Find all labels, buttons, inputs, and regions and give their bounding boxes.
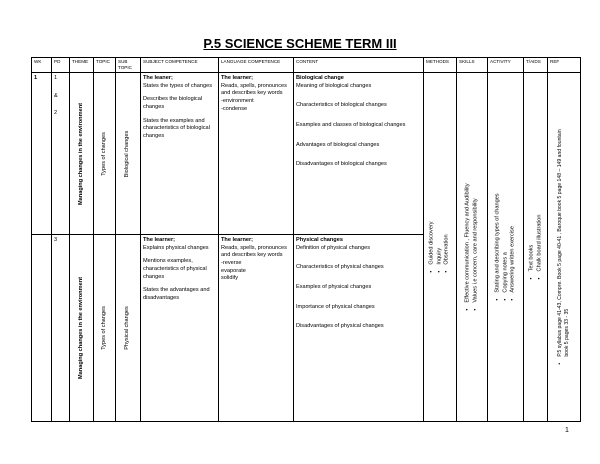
ref-item-continued bbox=[564, 130, 571, 365]
topic-cell bbox=[94, 73, 116, 235]
theme-text: Managing changes in the environment bbox=[77, 277, 84, 380]
methods-cell bbox=[424, 73, 457, 422]
ref-item: • P.5 syllabus page 41-43, Compre. Book 5 page 40-41 , Baroque book 5 page 148 – 149 and fountain bbox=[557, 130, 564, 365]
key-word: evaporate bbox=[221, 267, 246, 274]
content-heading: Physical changes bbox=[296, 237, 343, 244]
ref-cell bbox=[548, 73, 581, 422]
language-text: Reads, spells, pronounces and describes key words bbox=[221, 82, 287, 97]
header-topic: TOPIC bbox=[94, 58, 116, 73]
subject-heading: The leaner; bbox=[143, 75, 173, 82]
subject-heading: The learner; bbox=[143, 237, 176, 244]
header-subject-competence: SUBJECT COMPETENCE bbox=[141, 58, 219, 73]
header-content: CONTENT bbox=[294, 58, 424, 73]
content-line: Characteristics of physical changes bbox=[296, 264, 384, 271]
header-wk: WK bbox=[32, 58, 52, 73]
language-text: Reads, spells, pronounces and describes key words bbox=[221, 244, 287, 259]
content-heading: Biological change bbox=[296, 75, 344, 82]
header-aids: T/AIDS bbox=[524, 58, 548, 73]
page-title: P.5 SCIENCE SCHEME TERM III bbox=[203, 36, 397, 51]
language-heading: The learner; bbox=[221, 75, 254, 82]
subject-line: States the types of changes bbox=[143, 82, 213, 89]
skills-item: • Effective communication , Fluency and Audibility bbox=[464, 184, 472, 311]
subtopic-cell bbox=[116, 235, 141, 422]
period-value: 3 bbox=[54, 237, 58, 244]
topic-text: Types of changes bbox=[100, 306, 107, 351]
page-number: 1 bbox=[565, 427, 569, 434]
ref-continued-text: book 5 pages 33 - 35 bbox=[564, 308, 570, 357]
aids-item: • Text books bbox=[528, 215, 536, 280]
header-theme: THEME bbox=[70, 58, 94, 73]
header-methods: METHODS bbox=[424, 58, 457, 73]
subject-competence-cell bbox=[141, 235, 219, 422]
aids-item: • Chalk board illustration bbox=[536, 215, 544, 280]
aids-list bbox=[528, 215, 543, 280]
content-line: Definition of physical changes bbox=[296, 244, 371, 251]
methods-list bbox=[429, 222, 452, 273]
theme-cell bbox=[70, 235, 94, 422]
content-line: Importance of physical changes bbox=[296, 303, 375, 310]
content-line: Advantages of biological changes bbox=[296, 141, 380, 148]
content-line: Characteristics of biological changes bbox=[296, 102, 387, 109]
methods-item: • Guided discovery bbox=[429, 222, 437, 273]
content-line: Examples of physical changes bbox=[296, 284, 372, 291]
aids-cell bbox=[524, 73, 548, 422]
methods-item: • Inquiry bbox=[436, 222, 444, 273]
subject-competence-cell bbox=[141, 73, 219, 235]
activity-list bbox=[494, 194, 517, 301]
header-row bbox=[32, 58, 581, 73]
header-skills: SKILLS bbox=[457, 58, 488, 73]
subject-line: Describes the biological changes bbox=[143, 96, 203, 111]
subject-line: Mentions examples, characteristics of physical changes bbox=[143, 258, 207, 280]
week-number: 1 bbox=[32, 73, 52, 235]
activity-cell bbox=[488, 73, 524, 422]
content-line: Meaning of biological changes bbox=[296, 82, 372, 89]
key-word: -condense bbox=[221, 105, 248, 112]
theme-cell bbox=[70, 73, 94, 235]
subject-line: Explains physical changes bbox=[143, 244, 209, 251]
activity-item: • Stating and describing types of changes bbox=[494, 194, 502, 301]
key-word: solidify bbox=[221, 275, 239, 282]
header-subtopic: SUB TOPIC bbox=[116, 58, 141, 73]
content-cell bbox=[294, 73, 424, 235]
activity-item: • Copying notes a bbox=[502, 194, 510, 301]
language-competence-cell bbox=[219, 235, 294, 422]
content-line: Disadvantages of biological changes bbox=[296, 161, 387, 168]
header-pd: PD bbox=[52, 58, 70, 73]
period-value: & bbox=[54, 92, 58, 99]
methods-item: • Observation bbox=[444, 222, 452, 273]
header-ref: REF bbox=[548, 58, 581, 73]
content-line: Disadvantages of physical changes bbox=[296, 323, 384, 330]
topic-cell bbox=[94, 235, 116, 422]
content-line: Examples and classes of biological changes bbox=[296, 122, 406, 129]
period-value: 2 bbox=[54, 110, 58, 117]
week-number bbox=[32, 235, 52, 422]
content-cell bbox=[294, 235, 424, 422]
activity-item: • Answering written exercise bbox=[509, 194, 517, 301]
period-cell bbox=[52, 235, 70, 422]
skills-item: • Values i.e concern, care and responsibility bbox=[472, 184, 480, 311]
period-cell bbox=[52, 73, 70, 235]
key-word: -environment bbox=[221, 98, 254, 105]
language-competence-cell bbox=[219, 73, 294, 235]
skills-cell bbox=[457, 73, 488, 422]
subject-line: States the examples and characteristics of biological changes bbox=[143, 117, 210, 139]
language-heading: The learner; bbox=[221, 237, 254, 244]
subtopic-text: Biological changes bbox=[124, 130, 131, 178]
skills-list bbox=[464, 184, 479, 311]
topic-text: Types of changes bbox=[100, 131, 107, 176]
scheme-table bbox=[31, 57, 581, 422]
subtopic-text: Physical changes bbox=[124, 306, 131, 350]
ref-list bbox=[557, 130, 571, 365]
theme-text: Managing changes in the environment bbox=[77, 102, 84, 205]
subject-line: States the advantages and disadvantages bbox=[143, 287, 210, 301]
header-language-competence: LANGUAGE COMPETENCE bbox=[219, 58, 294, 73]
period-value: 1 bbox=[54, 75, 58, 82]
table-row bbox=[32, 73, 581, 235]
header-activity: ACTIVITY bbox=[488, 58, 524, 73]
subtopic-cell bbox=[116, 73, 141, 235]
key-word: -reverse bbox=[221, 260, 242, 267]
